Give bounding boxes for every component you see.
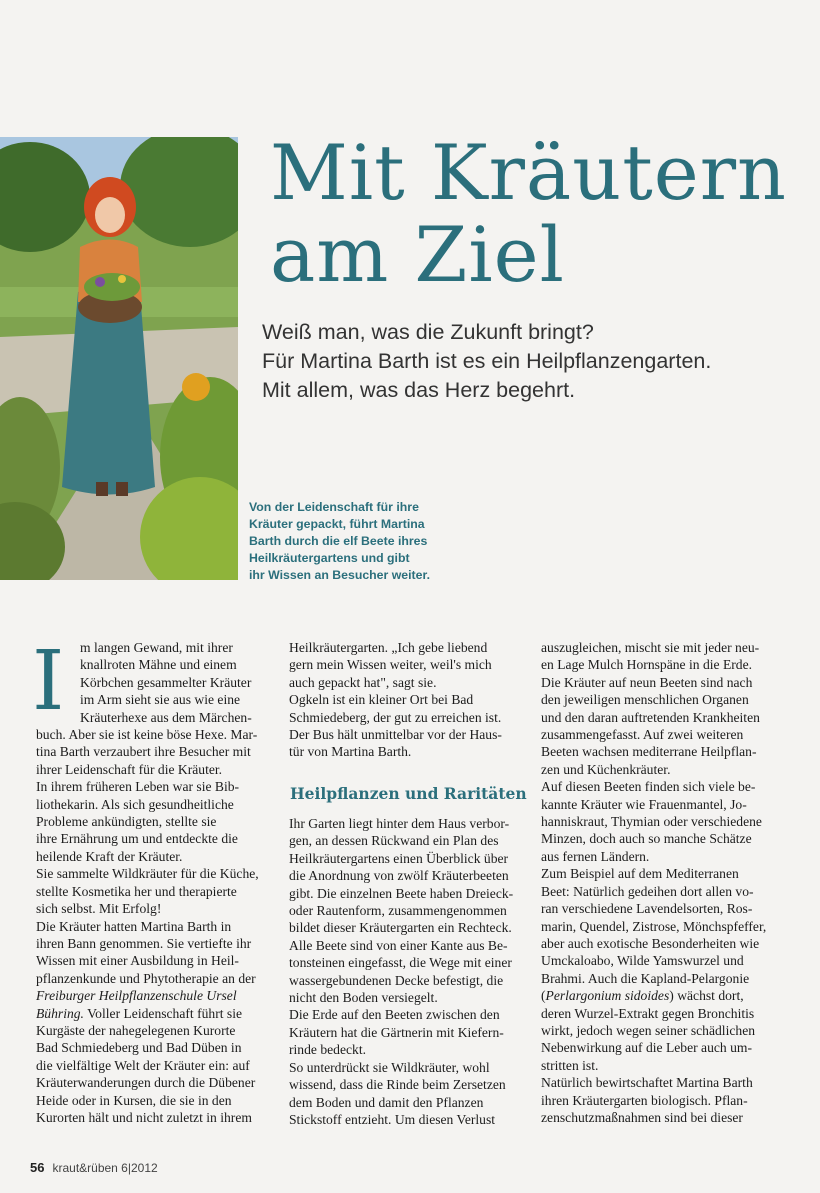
article-lead <box>262 318 812 405</box>
garden-photo <box>0 137 238 580</box>
body-line: ihre Ernährung um und entdeckte die <box>36 831 238 847</box>
body-line: Die Kräuter auf neun Beeten sind nach <box>541 674 753 690</box>
body-line: Kurgäste der nahegelegenen Kurorte <box>36 1022 236 1038</box>
body-line: oder Rautenform, zusammengenommen <box>289 903 507 919</box>
body-line: gen, an dessen Rückwand ein Plan des <box>289 833 499 849</box>
body-line: auch gepackt hat", sagt sie. <box>289 674 437 690</box>
body-line: Wissen mit einer Ausbildung in Heil- <box>36 953 239 969</box>
lead-line: Weiß man, was die Zukunft bringt? <box>262 320 594 344</box>
body-line: auszugleichen, mischt sie mit jeder neu- <box>541 640 760 655</box>
body-line: ran verschiedene Lavendelsorten, Ros- <box>541 901 753 917</box>
article-title <box>270 128 815 299</box>
body-line: gibt. Die einzelnen Beete haben Dreieck- <box>289 885 514 901</box>
body-line: So unterdrückt sie Wildkräuter, wohl <box>289 1059 490 1075</box>
body-line: Umckaloabo, Wilde Yamswurzel und <box>541 953 744 969</box>
title-line: am Ziel <box>270 210 565 299</box>
body-line: zenschutzmaßnahmen sind bei dieser <box>541 1109 743 1125</box>
body-line: m langen Gewand, mit ihrer <box>80 640 233 655</box>
body-line: Minzen, doch auch so manche Schätze <box>541 831 752 847</box>
caption-line: ihr Wissen an Besucher weiter. <box>249 568 430 582</box>
body-line: heilende Kraft der Kräuter. <box>36 848 183 864</box>
body-line: bildet dieser Kräutergarten ein Rechteck. <box>289 920 512 936</box>
caption-line: Kräuter gepackt, führt Martina <box>249 517 425 531</box>
body-line: Kurorten hält und nicht zuletzt in ihrem <box>36 1109 252 1125</box>
body-line: Beet: Natürlich gedeihen dort allen vo- <box>541 883 754 899</box>
page-footer <box>30 1160 158 1175</box>
body-line: Sie sammelte Wildkräuter für die Küche, <box>36 866 259 882</box>
body-line: Heilkräutergarten. „Ich gebe liebend <box>289 640 488 655</box>
body-line: Die Erde auf den Beeten zwischen den <box>289 1007 500 1023</box>
body-line: Bad Schmiedeberg und Bad Düben in <box>36 1040 242 1056</box>
body-line: aber auch exotische Besonderheiten wie <box>541 935 760 951</box>
body-line: rinde bedeckt. <box>289 1042 366 1058</box>
body-line: hanniskraut, Thymian oder verschiedene <box>541 814 762 830</box>
body-line: Kräutern hat die Gärtnerin mit Kiefern- <box>289 1024 504 1040</box>
body-line: zen und Küchenkräuter. <box>541 761 671 777</box>
caption-line: Von der Leidenschaft für ihre <box>249 500 419 514</box>
body-line: tonsteinen eingefasst, die Wege mit einer <box>289 955 512 971</box>
body-line: sich selbst. Mit Erfolg! <box>36 901 162 917</box>
body-line: kannte Kräuter wie Frauenmantel, Jo- <box>541 796 747 812</box>
body-line: Körbchen gesammelter Kräuter <box>80 674 252 690</box>
body-line: die Anordnung von zwölf Kräuterbeeten <box>289 868 509 884</box>
body-line: den jeweiligen menschlichen Organen <box>541 692 749 708</box>
body-line: marin, Quendel, Zistrose, Mönchspfeffer, <box>541 918 767 934</box>
body-line: Kräuterhexe aus dem Märchen- <box>80 709 252 725</box>
body-line-italic: Freiburger Heilpflanzenschule Ursel <box>36 988 237 1004</box>
issue-label: kraut&rüben 6|2012 <box>52 1161 158 1175</box>
body-line: dem Boden und damit den Pflanzen <box>289 1094 484 1110</box>
body-line: wirkt, jedoch wegen seiner schädlichen <box>541 1022 756 1038</box>
body-line: ihren Bann genommen. Sie vertiefte ihr <box>36 935 252 951</box>
body-line: deren Wurzel-Extrakt gegen Bronchitis <box>541 1005 755 1021</box>
body-column-1 <box>36 639 276 1126</box>
body-line: Der Bus hält unmittelbar vor der Haus- <box>289 727 502 743</box>
body-line: stellte Kosmetika her und therapierte <box>36 883 237 899</box>
body-line: Kräuterwanderungen durch die Dübener <box>36 1075 256 1091</box>
body-line: Zum Beispiel auf dem Mediterranen <box>541 866 739 882</box>
body-line: Beeten wachsen mediterrane Heilpflan- <box>541 744 757 760</box>
body-line: Alle Beete sind von einer Kante aus Be- <box>289 937 508 953</box>
body-line: tür von Martina Barth. <box>289 744 412 760</box>
body-line: Probleme ankündigten, stellte sie <box>36 814 217 830</box>
body-line: nicht den Boden versiegelt. <box>289 990 438 1006</box>
body-text: ( <box>541 988 546 1004</box>
body-italic: Perlargonium sidoides <box>545 988 670 1004</box>
caption-line: Barth durch die elf Beete ihres <box>249 534 428 548</box>
body-line: ihrer Leidenschaft für die Kräuter. <box>36 761 223 777</box>
body-line: zusammengefasst. Auf zwei weiteren <box>541 727 744 743</box>
title-line: Mit Kräutern <box>270 128 787 217</box>
body-line: Schmiedeberg, der gut zu erreichen ist. <box>289 709 502 725</box>
body-line: liothekarin. Als sich gesundheitliche <box>36 796 234 812</box>
body-line: tina Barth verzaubert ihre Besucher mit <box>36 744 251 760</box>
body-column-2-bottom <box>289 815 529 1128</box>
body-line: gern mein Wissen weiter, weil's mich <box>289 657 492 673</box>
woman-in-garden-illustration <box>0 137 238 580</box>
body-line: Heilkräutergartens einen Überblick über <box>289 850 509 866</box>
body-line: Ihr Garten liegt hinter dem Haus verbor- <box>289 816 510 831</box>
body-line: In ihrem früheren Leben war sie Bib- <box>36 779 240 795</box>
lead-line: Für Martina Barth ist es ein Heilpflanzengarten. <box>262 349 712 373</box>
body-italic: Bühring. <box>36 1005 84 1021</box>
body-line: Die Kräuter hatten Martina Barth in <box>36 918 232 934</box>
section-heading: Heilpflanzen und Raritäten <box>290 784 527 803</box>
body-column-2-top <box>289 639 529 761</box>
body-line: wassergebundenen Decke befestigt, die <box>289 972 504 988</box>
photo-caption <box>249 499 479 584</box>
body-line: die vielfältige Welt der Kräuter ein: auf <box>36 1057 250 1073</box>
lead-line: Mit allem, was das Herz begehrt. <box>262 378 576 402</box>
body-line: wissend, dass die Rinde beim Zersetzen <box>289 1077 506 1093</box>
body-column-3 <box>541 639 791 1126</box>
body-line: pflanzenkunde und Phytotherapie an der <box>36 970 256 986</box>
caption-line: Heilkräutergartens und gibt <box>249 551 410 565</box>
body-text: Voller Leidenschaft führt sie <box>83 1005 243 1021</box>
body-line: Nebenwirkung auf die Leber auch um- <box>541 1040 752 1056</box>
body-line: en Lage Mulch Hornspäne in die Erde. <box>541 657 753 673</box>
body-line: Auf diesen Beeten finden sich viele be- <box>541 779 756 795</box>
body-line: stritten ist. <box>541 1057 599 1073</box>
body-line: buch. Aber sie ist keine böse Hexe. Mar- <box>36 727 258 743</box>
body-line: aus fernen Ländern. <box>541 848 650 864</box>
body-line: Ogkeln ist ein kleiner Ort bei Bad <box>289 692 474 708</box>
body-line: Natürlich bewirtschaftet Martina Barth <box>541 1075 753 1091</box>
body-line: im Arm sieht sie aus wie eine <box>80 692 241 708</box>
body-line: Heide oder in Kursen, die sie in den <box>36 1092 232 1108</box>
body-line: und den daran auftretenden Krankheiten <box>541 709 760 725</box>
drop-cap: I <box>32 634 65 729</box>
body-text: ) wächst dort, <box>669 988 744 1004</box>
body-line: knallroten Mähne und einem <box>80 657 237 673</box>
body-line: Stickstoff entzieht. Um diesen Verlust <box>289 1111 496 1127</box>
body-line: ihren Kräutergarten biologisch. Pflan- <box>541 1092 748 1108</box>
page-number: 56 <box>30 1160 45 1175</box>
body-line: Brahmi. Auch die Kapland-Pelargonie <box>541 970 750 986</box>
